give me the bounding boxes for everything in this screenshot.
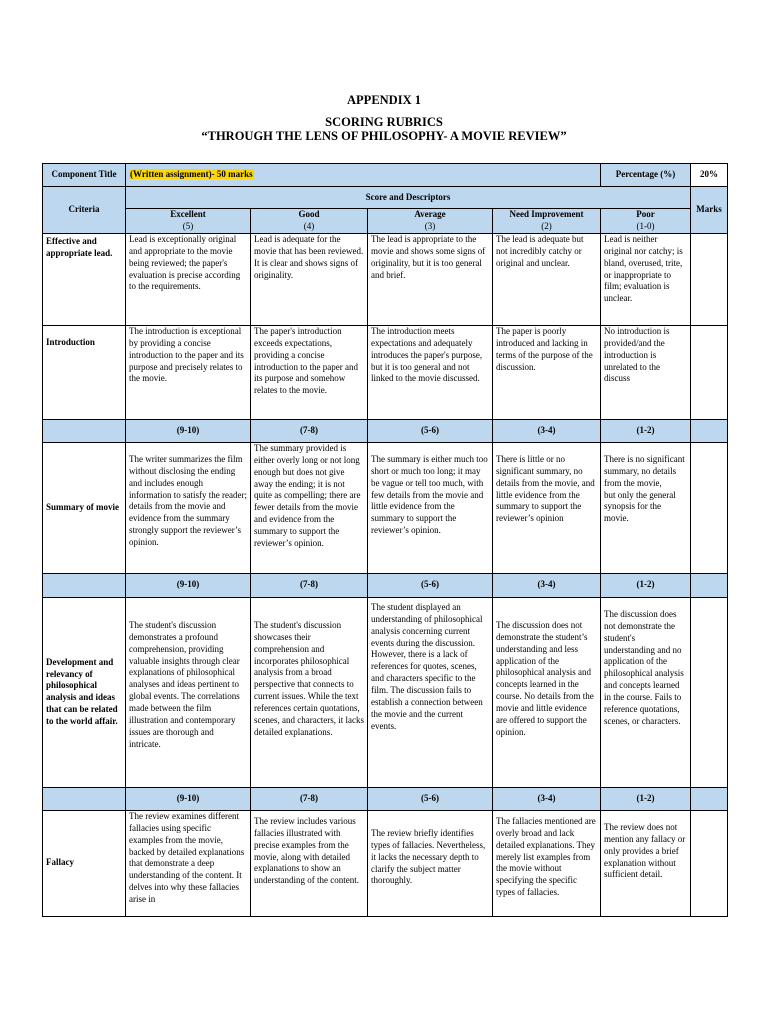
descriptor-cell: Lead is adequate for the movie that has been reviewed. It is clear and shows signs of originality. (251, 233, 368, 325)
marks-cell (691, 233, 728, 325)
level-header (601, 209, 691, 234)
criterion-cell (43, 442, 126, 573)
component-title-cell (126, 164, 601, 187)
band-blank-cell (691, 573, 728, 597)
rubric-row (43, 233, 728, 325)
level-name: Need Improvement (509, 209, 584, 219)
level-name: Excellent (170, 209, 206, 219)
score-band: (9-10) (126, 419, 251, 442)
level-score: (1-0) (636, 220, 655, 231)
score-band: (5-6) (368, 573, 493, 597)
score-band: (3-4) (493, 573, 601, 597)
criterion-cell (43, 810, 126, 916)
descriptor-cell: The discussion does not demonstrate the student’s understanding and less application of the philosophical analysis and concepts learned in the course. No details from the movie and little evidence are offered to support the opinion. (493, 597, 601, 787)
descriptor-cell: The lead is adequate but not incredibly catchy or original and unclear. (493, 233, 601, 325)
score-band: (5-6) (368, 419, 493, 442)
criterion-label: Introduction (46, 336, 95, 347)
score-band: (9-10) (126, 573, 251, 597)
band-blank-cell (43, 419, 126, 442)
score-band: (7-8) (251, 787, 368, 810)
marks-cell (691, 810, 728, 916)
level-name: Average (414, 209, 446, 219)
score-band-row (43, 787, 728, 810)
rubric-title: “THROUGH THE LENS OF PHILOSOPHY- A MOVIE REVIEW” (201, 129, 567, 143)
percentage-value: 20% (691, 164, 728, 187)
rubric-row (43, 325, 728, 419)
level-header (368, 209, 493, 234)
descriptor-cell: The review examines different fallacies using specific examples from the movie, backed by detailed explanations that demonstrate a deep understanding of the content. It delves into why these fallacies arise in (126, 810, 251, 916)
level-score: (4) (303, 220, 315, 231)
descriptor-cell: There is little or no significant summary, no details from the movie, and little evidence from the summary to support the reviewer’s opinion (493, 442, 601, 573)
rubric-row (43, 810, 728, 916)
level-score: (2) (541, 220, 552, 231)
marks-cell (691, 325, 728, 419)
criterion-label: Fallacy (46, 857, 74, 868)
criterion-cell (43, 597, 126, 787)
score-band: (7-8) (251, 573, 368, 597)
criterion-label: Summary of movie (46, 501, 119, 512)
band-blank-cell (43, 573, 126, 597)
level-header (493, 209, 601, 234)
score-band: (3-4) (493, 787, 601, 810)
descriptor-cell: The student displayed an understanding of philosophical analysis concerning current events during the discussion. However, there is a lack of references for quotes, scenes, and characters specific to the film. The discussion fails to establish a connection between the movie and the current events. (368, 597, 493, 787)
descriptor-cell: The summary is either much too short or much too long; it may be vague or tell too much, with few details from the movie and little evidence from the summary to support the reviewer’s opinion. (368, 442, 493, 573)
level-header (251, 209, 368, 234)
criterion-label: Development and relevancy of philosophical analysis and ideas that can be related to the world affair. (46, 656, 118, 727)
score-band: (1-2) (601, 419, 691, 442)
rubric-row (43, 442, 728, 573)
descriptor-cell: The lead is appropriate to the movie and shows some signs of originality, but it is too general and brief. (368, 233, 493, 325)
level-name: Good (298, 209, 320, 219)
level-score: (5) (182, 220, 194, 231)
band-blank-cell (691, 419, 728, 442)
descriptor-cell: The review includes various fallacies illustrated with precise examples from the movie, along with detailed explanations to show an understanding of the content. (251, 810, 368, 916)
level-name: Poor (636, 209, 655, 219)
marks-cell (691, 442, 728, 573)
criteria-label: Criteria (43, 187, 126, 234)
percentage-label: Percentage (%) (601, 164, 691, 187)
component-title-value: (Written assignment)- 50 marks (130, 169, 253, 180)
marks-cell (691, 597, 728, 787)
descriptor-cell: The student's discussion showcases their comprehension and incorporates philosophical analysis from a broad perspective that connects to current issues. While the text references certain quotations, scenes, and characters, it lacks detailed explanations. (251, 597, 368, 787)
descriptor-cell: The paper is poorly introduced and lacking in terms of the purpose of the discussion. (493, 325, 601, 419)
score-band: (5-6) (368, 787, 493, 810)
score-header-row (43, 187, 728, 209)
level-score: (3) (424, 220, 436, 231)
score-band: (3-4) (493, 419, 601, 442)
criterion-cell (43, 233, 126, 325)
scoring-rubrics-heading: SCORING RUBRICS (325, 115, 443, 129)
rubric-table (42, 163, 728, 917)
criterion-cell (43, 325, 126, 419)
score-descriptors-label: Score and Descriptors (126, 187, 691, 209)
descriptor-cell: The introduction is exceptional by providing a concise introduction to the paper and its purpose and precisely relates to the movie. (126, 325, 251, 419)
descriptor-cell: The summary provided is either overly long or not long enough but does not give away the ending; it is not quite as compelling; there are fewer details from the movie and evidence from the summary to support the reviewer’s opinion. (251, 442, 368, 573)
score-band: (7-8) (251, 419, 368, 442)
band-blank-cell (43, 787, 126, 810)
descriptor-cell: There is no significant summary, no details from the movie, but only the general synopsis for the movie. (601, 442, 691, 573)
score-band-row (43, 419, 728, 442)
score-band: (1-2) (601, 787, 691, 810)
component-title-row (43, 164, 728, 187)
score-band-row (43, 573, 728, 597)
descriptor-cell: The introduction meets expectations and adequately introduces the paper's purpose, but it is too general and not linked to the movie discussed. (368, 325, 493, 419)
descriptor-cell: No introduction is provided/and the introduction is unrelated to the discuss (601, 325, 691, 419)
descriptor-cell: The review does not mention any fallacy or only provides a brief explanation without sufficient detail. (601, 810, 691, 916)
score-band: (9-10) (126, 787, 251, 810)
rubric-row (43, 597, 728, 787)
descriptor-cell: Lead is neither original nor catchy; is bland, overused, trite, or inappropriate to film; evaluation is unclear. (601, 233, 691, 325)
descriptor-cell: The discussion does not demonstrate the student's understanding and no application of the philosophical analysis and concepts learned in the course. Fails to reference quotations, scenes, or characters. (601, 597, 691, 787)
descriptor-cell: The student's discussion demonstrates a profound comprehension, providing valuable insights through clear explanations of philosophical analyses and ideas pertinent to global events. The correlations made between the film illustration and contemporary issues are thorough and intricate. (126, 597, 251, 787)
component-title-label: Component Title (43, 164, 126, 187)
score-band: (1-2) (601, 573, 691, 597)
marks-label: Marks (691, 187, 728, 234)
levels-row (43, 209, 728, 234)
criterion-label: Effective and appropriate lead. (46, 235, 113, 258)
descriptor-cell: The writer summarizes the film without disclosing the ending and includes enough information to satisfy the reader; details from the movie and evidence from the summary strongly support the reviewer’s opinion. (126, 442, 251, 573)
descriptor-cell: The review briefly identifies types of fallacies. Nevertheless, it lacks the necessary depth to clarify the subject matter thoroughly. (368, 810, 493, 916)
appendix-heading: APPENDIX 1 (347, 93, 421, 107)
band-blank-cell (691, 787, 728, 810)
descriptor-cell: Lead is exceptionally original and appropriate to the movie being reviewed; the paper's evaluation is precise according to the requirements. (126, 233, 251, 325)
level-header (126, 209, 251, 234)
descriptor-cell: The paper's introduction exceeds expectations, providing a concise introduction to the paper and its purpose and somehow relates to the movie. (251, 325, 368, 419)
descriptor-cell: The fallacies mentioned are overly broad and lack detailed explanations. They merely list examples from the movie without specifying the specific types of fallacies. (493, 810, 601, 916)
